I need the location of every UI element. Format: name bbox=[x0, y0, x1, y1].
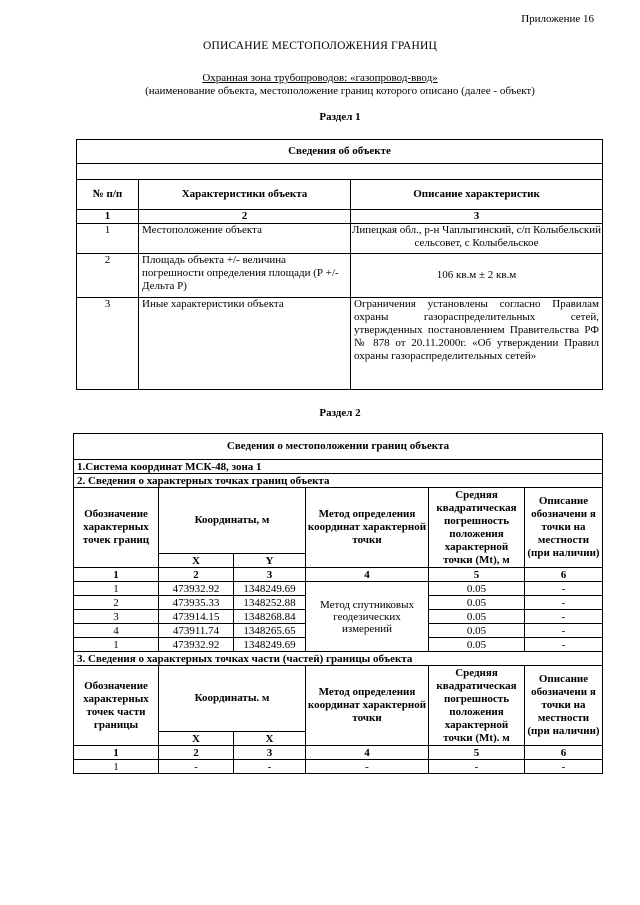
part-point-x: - bbox=[159, 760, 234, 774]
table-title: Сведения о местоположении границ объекта bbox=[74, 434, 603, 460]
col-number: 5 bbox=[429, 568, 525, 582]
point-desc: - bbox=[525, 582, 603, 596]
header-method: Метод определения координат характерной точки bbox=[306, 488, 429, 568]
col-number: 6 bbox=[525, 746, 603, 760]
subsection-points: 2. Сведения о характерных точках границ объекта bbox=[74, 474, 603, 488]
point-x: 473932.92 bbox=[159, 638, 234, 652]
header-description: Описание обозначени я точки на местности (при наличии) bbox=[525, 488, 603, 568]
row-desc: Липецкая обл., р-н Чаплыгинский, с/п Колыбельский сельсовет, с Колыбельское bbox=[351, 224, 603, 254]
point-y: 1348249.69 bbox=[234, 638, 306, 652]
object-subtitle: (наименование объекта, местоположение границ которого описано (далее - объект) bbox=[145, 85, 535, 97]
header-x: X bbox=[159, 732, 234, 746]
point-number: 1 bbox=[74, 638, 159, 652]
point-desc: - bbox=[525, 638, 603, 652]
row-desc: Ограничения установлены согласно Правилам охраны газораспределительных сетей, утвержденных постановлением Правительства РФ № 878 от 20.11.2000г. «Об утверждении Правил охраны газораспределительных сетей» bbox=[351, 298, 603, 390]
col-number: 1 bbox=[74, 568, 159, 582]
col-number: 3 bbox=[234, 568, 306, 582]
page-title: ОПИСАНИЕ МЕСТОПОЛОЖЕНИЯ ГРАНИЦ bbox=[202, 40, 438, 52]
row-num: 2 bbox=[77, 254, 139, 298]
col-number: 2 bbox=[159, 746, 234, 760]
header-accuracy: Средняя квадратическая погрешность положения характерной точки (Mt). м bbox=[429, 666, 525, 746]
col-number: 2 bbox=[139, 210, 351, 224]
col-number: 4 bbox=[306, 746, 429, 760]
appendix-label: Приложение 16 bbox=[521, 13, 594, 25]
part-point-mt: - bbox=[429, 760, 525, 774]
object-name: Охранная зона трубопроводов: «газопровод-ввод» bbox=[202, 72, 438, 84]
table-title: Сведения об объекте bbox=[77, 140, 603, 164]
header-method: Метод определения координат характерной точки bbox=[306, 666, 429, 746]
row-name: Площадь объекта +/- величина погрешности определения площади (Р +/- Дельта Р) bbox=[139, 254, 351, 298]
header-characteristics: Характеристики объекта bbox=[139, 180, 351, 210]
part-point-desc: - bbox=[525, 760, 603, 774]
header-y: X bbox=[234, 732, 306, 746]
part-point-method: - bbox=[306, 760, 429, 774]
col-number: 1 bbox=[77, 210, 139, 224]
row-desc: 106 кв.м ± 2 кв.м bbox=[351, 254, 603, 298]
point-number: 2 bbox=[74, 596, 159, 610]
point-mt: 0.05 bbox=[429, 638, 525, 652]
point-number: 4 bbox=[74, 624, 159, 638]
boundary-table bbox=[73, 433, 603, 774]
subsection-part-points: 3. Сведения о характерных точках части (частей) границы объекта bbox=[74, 652, 603, 666]
header-coords: Координаты, м bbox=[159, 488, 306, 554]
part-point-y: - bbox=[234, 760, 306, 774]
point-mt: 0.05 bbox=[429, 582, 525, 596]
row-num: 3 bbox=[77, 298, 139, 390]
header-y: Y bbox=[234, 554, 306, 568]
row-name: Иные характеристики объекта bbox=[139, 298, 351, 390]
part-point-number: 1 bbox=[74, 760, 159, 774]
object-info-table bbox=[76, 139, 603, 390]
header-point: Обозначение характерных точек границ bbox=[74, 488, 159, 568]
col-number: 1 bbox=[74, 746, 159, 760]
point-y: 1348249.69 bbox=[234, 582, 306, 596]
header-description: Описание характеристик bbox=[351, 180, 603, 210]
spacer-row bbox=[77, 164, 603, 180]
col-number: 3 bbox=[234, 746, 306, 760]
header-num: № п/п bbox=[77, 180, 139, 210]
point-mt: 0.05 bbox=[429, 624, 525, 638]
point-x: 473932.92 bbox=[159, 582, 234, 596]
method-value: Метод спутниковых геодезических измерений bbox=[306, 582, 429, 652]
point-x: 473911.74 bbox=[159, 624, 234, 638]
section1-label: Раздел 1 bbox=[319, 111, 361, 123]
point-x: 473935.33 bbox=[159, 596, 234, 610]
col-number: 3 bbox=[351, 210, 603, 224]
row-name: Местоположение объекта bbox=[139, 224, 351, 254]
header-coords: Координаты. м bbox=[159, 666, 306, 732]
col-number: 5 bbox=[429, 746, 525, 760]
point-desc: - bbox=[525, 610, 603, 624]
point-desc: - bbox=[525, 624, 603, 638]
row-num: 1 bbox=[77, 224, 139, 254]
header-point: Обозначение характерных точек части границы bbox=[74, 666, 159, 746]
point-y: 1348252.88 bbox=[234, 596, 306, 610]
point-mt: 0.05 bbox=[429, 596, 525, 610]
point-number: 3 bbox=[74, 610, 159, 624]
point-y: 1348268.84 bbox=[234, 610, 306, 624]
header-accuracy: Средняя квадратическая погрешность положения характерной точки (Mt), м bbox=[429, 488, 525, 568]
point-mt: 0.05 bbox=[429, 610, 525, 624]
point-desc: - bbox=[525, 596, 603, 610]
col-number: 2 bbox=[159, 568, 234, 582]
point-number: 1 bbox=[74, 582, 159, 596]
section2-label: Раздел 2 bbox=[319, 407, 361, 419]
col-number: 4 bbox=[306, 568, 429, 582]
header-x: X bbox=[159, 554, 234, 568]
header-description: Описание обозначени я точки на местности (при наличии) bbox=[525, 666, 603, 746]
point-y: 1348265.65 bbox=[234, 624, 306, 638]
point-x: 473914.15 bbox=[159, 610, 234, 624]
col-number: 6 bbox=[525, 568, 603, 582]
subsection-coords: 1.Система координат МСК-48, зона 1 bbox=[74, 460, 603, 474]
